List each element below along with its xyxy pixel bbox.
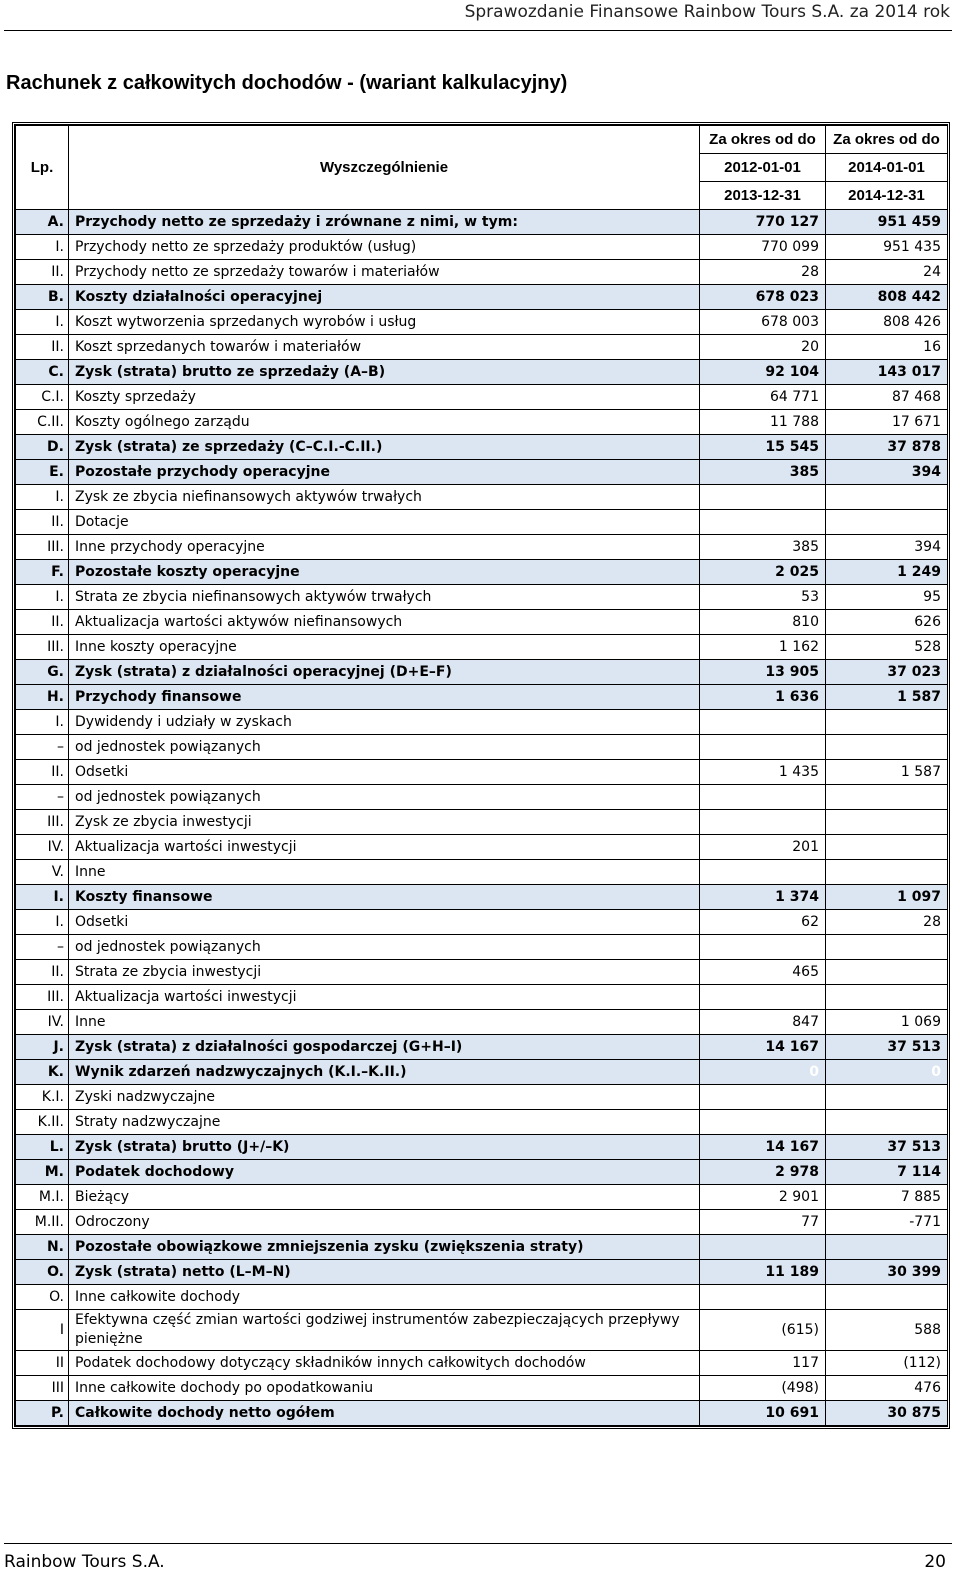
row-value-2013: 28: [700, 260, 826, 285]
row-value-2013: [700, 810, 826, 835]
row-description: Strata ze zbycia niefinansowych aktywów trwałych: [69, 585, 700, 610]
row-description: Koszt sprzedanych towarów i materiałów: [69, 335, 700, 360]
column-header-period2-start: 2014-01-01: [826, 154, 948, 182]
row-value-2013: [700, 1235, 826, 1260]
row-description: Odsetki: [69, 760, 700, 785]
row-description: Przychody finansowe: [69, 685, 700, 710]
row-value-2014: 143 017: [826, 360, 948, 385]
row-lp: III.: [16, 635, 69, 660]
row-lp: I.: [16, 885, 69, 910]
row-value-2013: 770 099: [700, 235, 826, 260]
row-lp: I.: [16, 585, 69, 610]
row-value-2013: 770 127: [700, 210, 826, 235]
row-value-2013: [700, 510, 826, 535]
row-value-2013: 62: [700, 910, 826, 935]
table-row: [16, 1210, 948, 1235]
row-description: Przychody netto ze sprzedaży i zrównane z nimi, w tym:: [69, 210, 700, 235]
row-value-2013: 1 636: [700, 685, 826, 710]
row-value-2013: 1 162: [700, 635, 826, 660]
table-row: [16, 510, 948, 535]
table-row: [16, 610, 948, 635]
row-value-2013: 678 003: [700, 310, 826, 335]
row-value-2013: 1 374: [700, 885, 826, 910]
row-value-2013: [700, 735, 826, 760]
row-value-2014: (112): [826, 1351, 948, 1376]
row-value-2014: 951 435: [826, 235, 948, 260]
row-value-2014: 1 249: [826, 560, 948, 585]
row-value-2014: 1 587: [826, 685, 948, 710]
footer-company: Rainbow Tours S.A.: [4, 1552, 165, 1572]
row-description: Koszty finansowe: [69, 885, 700, 910]
row-lp: II: [16, 1351, 69, 1376]
table-row: [16, 1351, 948, 1376]
row-value-2014: 951 459: [826, 210, 948, 235]
row-description: Inne koszty operacyjne: [69, 635, 700, 660]
row-value-2014: 37 878: [826, 435, 948, 460]
row-value-2014: 16: [826, 335, 948, 360]
row-lp: II.: [16, 760, 69, 785]
row-lp: M.II.: [16, 1210, 69, 1235]
row-value-2014: 1 069: [826, 1010, 948, 1035]
row-lp: –: [16, 935, 69, 960]
row-lp: M.: [16, 1160, 69, 1185]
row-value-2013: 14 167: [700, 1035, 826, 1060]
row-lp: IV.: [16, 835, 69, 860]
row-value-2014: [826, 735, 948, 760]
row-description: Zysk (strata) ze sprzedaży (C–C.I.-C.II.): [69, 435, 700, 460]
page-number: 20: [924, 1552, 946, 1572]
row-description: Pozostałe obowiązkowe zmniejszenia zysku (zwiększenia straty): [69, 1235, 700, 1260]
row-value-2013: 2 025: [700, 560, 826, 585]
row-description: Koszty ogólnego zarządu: [69, 410, 700, 435]
table-row: [16, 710, 948, 735]
row-description: Zysk (strata) z działalności operacyjnej (D+E–F): [69, 660, 700, 685]
table-row: [16, 210, 948, 235]
row-description: Przychody netto ze sprzedaży towarów i materiałów: [69, 260, 700, 285]
row-value-2013: [700, 860, 826, 885]
table-row: [16, 235, 948, 260]
table-row: [16, 1060, 948, 1085]
column-header-lp: Lp.: [16, 126, 69, 210]
row-lp: H.: [16, 685, 69, 710]
row-value-2014: 28: [826, 910, 948, 935]
table-row: [16, 1135, 948, 1160]
row-value-2013: 11 788: [700, 410, 826, 435]
row-value-2013: 201: [700, 835, 826, 860]
row-value-2014: [826, 810, 948, 835]
table-row: [16, 1110, 948, 1135]
row-description: Straty nadzwyczajne: [69, 1110, 700, 1135]
row-lp: N.: [16, 1235, 69, 1260]
row-value-2013: 117: [700, 1351, 826, 1376]
row-description: Przychody netto ze sprzedaży produktów (usług): [69, 235, 700, 260]
row-description: Inne: [69, 1010, 700, 1035]
table-row: [16, 785, 948, 810]
row-value-2013: 14 167: [700, 1135, 826, 1160]
row-lp: K.II.: [16, 1110, 69, 1135]
row-description: Zysk (strata) brutto ze sprzedaży (A–B): [69, 360, 700, 385]
table-row: [16, 585, 948, 610]
table-row: [16, 260, 948, 285]
row-value-2013: (615): [700, 1310, 826, 1351]
table-row: [16, 1185, 948, 1210]
table-row: [16, 1010, 948, 1035]
row-value-2013: 385: [700, 535, 826, 560]
row-description: Dywidendy i udziały w zyskach: [69, 710, 700, 735]
table-row: [16, 760, 948, 785]
row-lp: O.: [16, 1260, 69, 1285]
row-value-2014: [826, 485, 948, 510]
row-description: od jednostek powiązanych: [69, 785, 700, 810]
row-value-2014: [826, 960, 948, 985]
row-value-2013: 64 771: [700, 385, 826, 410]
table-row: [16, 1401, 948, 1426]
row-value-2013: [700, 1285, 826, 1310]
table-row: [16, 335, 948, 360]
row-value-2014: 808 442: [826, 285, 948, 310]
table-row: [16, 1310, 948, 1351]
row-lp: J.: [16, 1035, 69, 1060]
row-description: Aktualizacja wartości inwestycji: [69, 985, 700, 1010]
row-lp: C.II.: [16, 410, 69, 435]
row-lp: II.: [16, 335, 69, 360]
row-value-2014: 95: [826, 585, 948, 610]
row-value-2013: [700, 935, 826, 960]
row-value-2013: 15 545: [700, 435, 826, 460]
row-lp: I.: [16, 485, 69, 510]
column-header-period1-label: Za okres od do: [700, 126, 826, 154]
table-header-row: [16, 126, 948, 154]
row-lp: I.: [16, 910, 69, 935]
row-lp: –: [16, 785, 69, 810]
table-row: [16, 1160, 948, 1185]
row-description: Wynik zdarzeń nadzwyczajnych (K.I.–K.II.): [69, 1060, 700, 1085]
table-row: [16, 1285, 948, 1310]
table-row: [16, 360, 948, 385]
row-description: od jednostek powiązanych: [69, 935, 700, 960]
row-value-2013: (498): [700, 1376, 826, 1401]
row-value-2014: 37 023: [826, 660, 948, 685]
row-value-2014: [826, 860, 948, 885]
row-value-2014: 37 513: [826, 1035, 948, 1060]
column-header-period2-end: 2014-12-31: [826, 182, 948, 210]
row-lp: II.: [16, 510, 69, 535]
row-description: Inne całkowite dochody po opodatkowaniu: [69, 1376, 700, 1401]
row-description: Zysk (strata) brutto (J+/–K): [69, 1135, 700, 1160]
table-row: [16, 885, 948, 910]
row-value-2014: 87 468: [826, 385, 948, 410]
footer-divider: [4, 1543, 952, 1544]
table-row: [16, 1376, 948, 1401]
row-value-2014: [826, 1285, 948, 1310]
row-value-2013: 13 905: [700, 660, 826, 685]
row-value-2013: 77: [700, 1210, 826, 1235]
row-value-2014: 528: [826, 635, 948, 660]
row-value-2013: 847: [700, 1010, 826, 1035]
row-value-2013: 810: [700, 610, 826, 635]
row-value-2014: 30 399: [826, 1260, 948, 1285]
row-lp: P.: [16, 1401, 69, 1426]
table-row: [16, 285, 948, 310]
row-value-2014: 626: [826, 610, 948, 635]
row-description: Całkowite dochody netto ogółem: [69, 1401, 700, 1426]
row-value-2014: [826, 510, 948, 535]
row-lp: –: [16, 735, 69, 760]
row-description: Aktualizacja wartości aktywów niefinansowych: [69, 610, 700, 635]
income-statement-table: [12, 122, 950, 1429]
row-value-2013: 465: [700, 960, 826, 985]
row-value-2014: 394: [826, 535, 948, 560]
row-description: Strata ze zbycia inwestycji: [69, 960, 700, 985]
row-value-2013: [700, 1110, 826, 1135]
table-row: [16, 485, 948, 510]
row-description: Zysk (strata) z działalności gospodarczej (G+H–I): [69, 1035, 700, 1060]
row-value-2014: 1 097: [826, 885, 948, 910]
row-lp: M.I.: [16, 1185, 69, 1210]
row-value-2014: 7 114: [826, 1160, 948, 1185]
row-value-2014: [826, 835, 948, 860]
row-description: Inne całkowite dochody: [69, 1285, 700, 1310]
row-lp: B.: [16, 285, 69, 310]
row-value-2013: 2 978: [700, 1160, 826, 1185]
row-value-2014: [826, 935, 948, 960]
row-value-2014: [826, 785, 948, 810]
row-value-2013: [700, 1085, 826, 1110]
row-value-2013: 20: [700, 335, 826, 360]
row-value-2014: 7 885: [826, 1185, 948, 1210]
row-description: Odsetki: [69, 910, 700, 935]
row-description: Inne: [69, 860, 700, 885]
row-description: Koszt wytworzenia sprzedanych wyrobów i usług: [69, 310, 700, 335]
row-value-2013: 385: [700, 460, 826, 485]
row-lp: I: [16, 1310, 69, 1351]
row-value-2013: 0: [700, 1060, 826, 1085]
row-description: Inne przychody operacyjne: [69, 535, 700, 560]
row-lp: I.: [16, 310, 69, 335]
row-lp: II.: [16, 610, 69, 635]
row-value-2013: 11 189: [700, 1260, 826, 1285]
row-value-2013: [700, 985, 826, 1010]
row-value-2013: 53: [700, 585, 826, 610]
row-description: Koszty sprzedaży: [69, 385, 700, 410]
row-lp: C.I.: [16, 385, 69, 410]
table-row: [16, 835, 948, 860]
table-row: [16, 435, 948, 460]
row-lp: A.: [16, 210, 69, 235]
row-value-2014: 1 587: [826, 760, 948, 785]
table-row: [16, 810, 948, 835]
row-lp: III.: [16, 985, 69, 1010]
row-description: Aktualizacja wartości inwestycji: [69, 835, 700, 860]
row-value-2014: 17 671: [826, 410, 948, 435]
row-lp: E.: [16, 460, 69, 485]
row-description: Zysk ze zbycia niefinansowych aktywów trwałych: [69, 485, 700, 510]
row-value-2013: 92 104: [700, 360, 826, 385]
row-lp: III: [16, 1376, 69, 1401]
column-header-period2-label: Za okres od do: [826, 126, 948, 154]
row-lp: III.: [16, 535, 69, 560]
table-row: [16, 660, 948, 685]
row-description: Dotacje: [69, 510, 700, 535]
row-value-2014: [826, 1235, 948, 1260]
table-row: [16, 960, 948, 985]
table-row: [16, 410, 948, 435]
table-row: [16, 310, 948, 335]
row-value-2013: 10 691: [700, 1401, 826, 1426]
table-row: [16, 1235, 948, 1260]
row-description: Podatek dochodowy dotyczący składników innych całkowitych dochodów: [69, 1351, 700, 1376]
table-row: [16, 1260, 948, 1285]
table-row: [16, 1085, 948, 1110]
row-value-2014: 30 875: [826, 1401, 948, 1426]
row-value-2013: [700, 485, 826, 510]
row-value-2014: 394: [826, 460, 948, 485]
table-row: [16, 735, 948, 760]
table-row: [16, 560, 948, 585]
row-lp: G.: [16, 660, 69, 685]
row-lp: K.I.: [16, 1085, 69, 1110]
row-description: Bieżący: [69, 1185, 700, 1210]
row-description: Zysk (strata) netto (L–M–N): [69, 1260, 700, 1285]
row-description: Efektywna część zmian wartości godziwej instrumentów zabezpieczających przepływy pieniężne: [69, 1310, 700, 1351]
row-lp: III.: [16, 810, 69, 835]
row-lp: L.: [16, 1135, 69, 1160]
row-value-2014: [826, 1085, 948, 1110]
row-value-2014: 24: [826, 260, 948, 285]
row-lp: II.: [16, 260, 69, 285]
row-value-2014: 0: [826, 1060, 948, 1085]
row-description: Zyski nadzwyczajne: [69, 1085, 700, 1110]
row-value-2013: 1 435: [700, 760, 826, 785]
row-lp: I.: [16, 235, 69, 260]
row-value-2014: 476: [826, 1376, 948, 1401]
table-row: [16, 385, 948, 410]
table-row: [16, 910, 948, 935]
row-value-2014: 37 513: [826, 1135, 948, 1160]
row-description: od jednostek powiązanych: [69, 735, 700, 760]
row-value-2014: 588: [826, 1310, 948, 1351]
row-lp: I.: [16, 710, 69, 735]
row-lp: K.: [16, 1060, 69, 1085]
header-divider: [4, 30, 952, 31]
row-value-2014: 808 426: [826, 310, 948, 335]
row-value-2014: [826, 985, 948, 1010]
row-lp: C.: [16, 360, 69, 385]
row-value-2013: 678 023: [700, 285, 826, 310]
row-lp: II.: [16, 960, 69, 985]
row-description: Koszty działalności operacyjnej: [69, 285, 700, 310]
row-lp: V.: [16, 860, 69, 885]
row-description: Podatek dochodowy: [69, 1160, 700, 1185]
table-row: [16, 935, 948, 960]
row-value-2013: [700, 785, 826, 810]
row-value-2014: -771: [826, 1210, 948, 1235]
row-value-2014: [826, 710, 948, 735]
table-row: [16, 635, 948, 660]
row-lp: O.: [16, 1285, 69, 1310]
column-header-period1-start: 2012-01-01: [700, 154, 826, 182]
row-value-2013: 2 901: [700, 1185, 826, 1210]
table-row: [16, 460, 948, 485]
column-header-description: Wyszczególnienie: [69, 126, 700, 210]
table-row: [16, 685, 948, 710]
row-value-2014: [826, 1110, 948, 1135]
row-value-2013: [700, 710, 826, 735]
document-header-title: Sprawozdanie Finansowe Rainbow Tours S.A. za 2014 rok: [464, 2, 950, 22]
table-row: [16, 535, 948, 560]
row-description: Pozostałe koszty operacyjne: [69, 560, 700, 585]
row-lp: IV.: [16, 1010, 69, 1035]
table-row: [16, 860, 948, 885]
row-description: Zysk ze zbycia inwestycji: [69, 810, 700, 835]
column-header-period1-end: 2013-12-31: [700, 182, 826, 210]
row-description: Odroczony: [69, 1210, 700, 1235]
row-lp: D.: [16, 435, 69, 460]
table-row: [16, 1035, 948, 1060]
page-title: Rachunek z całkowitych dochodów - (wariant kalkulacyjny): [6, 72, 568, 94]
row-description: Pozostałe przychody operacyjne: [69, 460, 700, 485]
table-row: [16, 985, 948, 1010]
row-lp: F.: [16, 560, 69, 585]
